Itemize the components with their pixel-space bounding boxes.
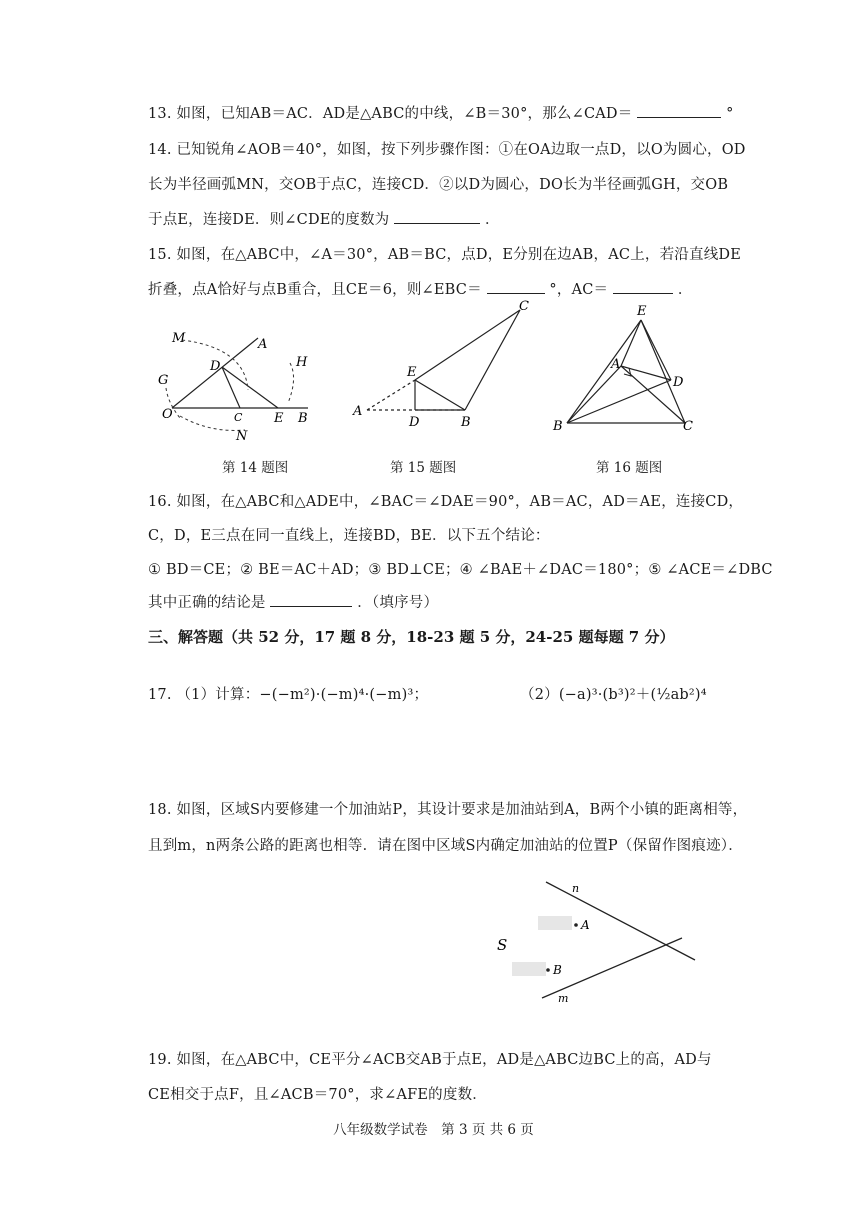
figure-16	[545, 298, 705, 438]
question-16-text-2: C，D，E三点在同一直线上，连接BD，BE．以下五个结论：	[148, 528, 550, 544]
label-e: E	[637, 304, 647, 319]
question-15-text-2a: 折叠，点A恰好与点B重合，且CE＝6，则∠EBC＝	[148, 282, 482, 298]
question-14-line-2	[148, 173, 728, 194]
segment-cb	[465, 310, 520, 410]
label-c: C	[683, 419, 693, 434]
question-number: 15.	[148, 247, 172, 263]
unit-label: °	[726, 106, 734, 122]
question-15-text-1: 如图，在△ABC中，∠A＝30°，AB＝BC，点D，E分别在边AB，AC上，若沿直线DE	[176, 247, 742, 263]
question-17-part-2: （2）(−a)³·(b³)²＋(½ab²)⁴	[520, 687, 707, 703]
question-19-text-1: 如图，在△ABC中，CE平分∠ACB交AB于点E，AD是△ABC边BC上的高，AD与	[176, 1052, 712, 1068]
question-14-line-1	[148, 138, 746, 159]
question-number: 18.	[148, 802, 172, 818]
caption-figure-14: 第 14 题图	[222, 460, 289, 476]
town-b-placeholder	[512, 962, 546, 976]
label-s: S	[497, 936, 508, 954]
label-g: G	[158, 373, 169, 388]
point-a	[574, 923, 578, 927]
question-17-part-1: （1）计算：−(−m²)·(−m)⁴·(−m)³；	[176, 687, 429, 703]
answer-blank-length[interactable]	[613, 281, 673, 294]
label-c: C	[519, 299, 529, 314]
question-18-line-1	[148, 798, 747, 819]
question-19-line-1	[148, 1048, 712, 1069]
question-19-text-2: CE相交于点F，且∠ACB＝70°，求∠AFE的度数．	[148, 1087, 487, 1103]
label-d: D	[673, 375, 684, 390]
question-19-line-2	[148, 1083, 487, 1104]
label-a: A	[258, 337, 268, 352]
label-b: B	[461, 415, 471, 430]
question-14-line-3	[148, 208, 500, 229]
segment-ec	[415, 310, 520, 380]
question-number: 17.	[148, 687, 172, 703]
label-d: D	[409, 415, 420, 430]
caption-figure-16: 第 16 题图	[596, 460, 663, 476]
question-16-line-3	[148, 558, 773, 579]
question-18-text-2: 且到m，n两条公路的距离也相等．请在图中区域S内确定加油站的位置P（保留作图痕迹）．	[148, 838, 743, 854]
segment-eb	[415, 380, 465, 410]
label-m: M	[172, 331, 186, 346]
label-a: A	[611, 357, 621, 372]
label-m: m	[558, 992, 569, 1005]
question-16-conclusions: ① BD＝CE；② BE＝AC＋AD；③ BD⊥CE；④ ∠BAE＋∠DAC＝180°；⑤ ∠ACE＝∠DBC	[148, 562, 773, 578]
segment-ed	[641, 320, 671, 380]
answer-blank-angle[interactable]	[487, 281, 545, 294]
question-15-line-2	[148, 278, 693, 299]
question-16-line-4	[148, 591, 438, 612]
question-18-line-2	[148, 834, 743, 855]
question-16-line-1	[148, 490, 743, 511]
question-17-part-2-wrap	[520, 683, 707, 704]
period: ．	[677, 282, 693, 298]
question-16-text-4a: 其中正确的结论是	[148, 595, 266, 611]
label-a: A	[353, 404, 363, 419]
answer-blank[interactable]	[637, 105, 721, 118]
question-16-text-1: 如图，在△ABC和△ADE中，∠BAC＝∠DAE＝90°，AB＝AC，AD＝AE，连接CD，	[176, 494, 744, 510]
question-14-text-1: 已知锐角∠AOB＝40°，如图，按下列步骤作图：①在OA边取一点D，以O为圆心，OD	[176, 142, 746, 158]
question-17	[148, 683, 428, 704]
figure-15	[345, 298, 540, 433]
label-e: E	[407, 365, 417, 380]
question-14-text-2: 长为半径画弧MN，交OB于点C，连接CD．②以D为圆心，DO长为半径画弧GH，交OB	[148, 177, 729, 193]
answer-blank[interactable]	[394, 211, 480, 224]
section-heading: 三、解答题（共 52 分，17 题 8 分，18-23 题 5 分，24-25 题每题 7 分）	[148, 628, 675, 646]
question-18-text-1: 如图，区域S内要修建一个加油站P，其设计要求是加油站到A，B两个小镇的距离相等，	[176, 802, 748, 818]
page-footer: 八年级数学试卷 第 3 页 共 6 页	[333, 1122, 534, 1138]
period: ．	[484, 212, 500, 228]
segment-ec	[641, 320, 685, 423]
segment-ae	[367, 380, 415, 410]
question-13	[148, 102, 734, 123]
figure-14	[150, 318, 330, 448]
point-b	[546, 968, 550, 972]
figure-18	[490, 870, 710, 1010]
label-h: H	[296, 355, 308, 370]
question-15-text-2b: °，AC＝	[549, 282, 609, 298]
road-m	[542, 938, 682, 998]
segment-ba	[567, 366, 621, 423]
label-n: N	[236, 429, 248, 444]
question-number: 14.	[148, 142, 172, 158]
label-b: B	[298, 411, 308, 426]
question-number: 19.	[148, 1052, 172, 1068]
label-o: O	[162, 407, 173, 422]
label-e: E	[274, 411, 284, 426]
town-a-placeholder	[538, 916, 572, 930]
question-15-line-1	[148, 243, 741, 264]
answer-blank[interactable]	[270, 594, 352, 607]
question-16-text-4b: ．（填序号）	[357, 595, 439, 611]
label-b: B	[553, 963, 562, 977]
label-b: B	[553, 419, 563, 434]
arc-gh-right	[288, 363, 294, 403]
question-16-line-2	[148, 524, 550, 545]
question-number: 16.	[148, 494, 172, 510]
label-d: D	[210, 359, 221, 374]
question-number: 13.	[148, 106, 172, 122]
caption-figure-15: 第 15 题图	[390, 460, 457, 476]
label-n: n	[572, 882, 580, 895]
label-a: A	[581, 918, 590, 932]
question-13-text: 如图，已知AB＝AC．AD是△ABC的中线，∠B＝30°，那么∠CAD＝	[176, 106, 633, 122]
label-c: C	[234, 411, 243, 424]
question-14-text-3: 于点E，连接DE．则∠CDE的度数为	[148, 212, 390, 228]
